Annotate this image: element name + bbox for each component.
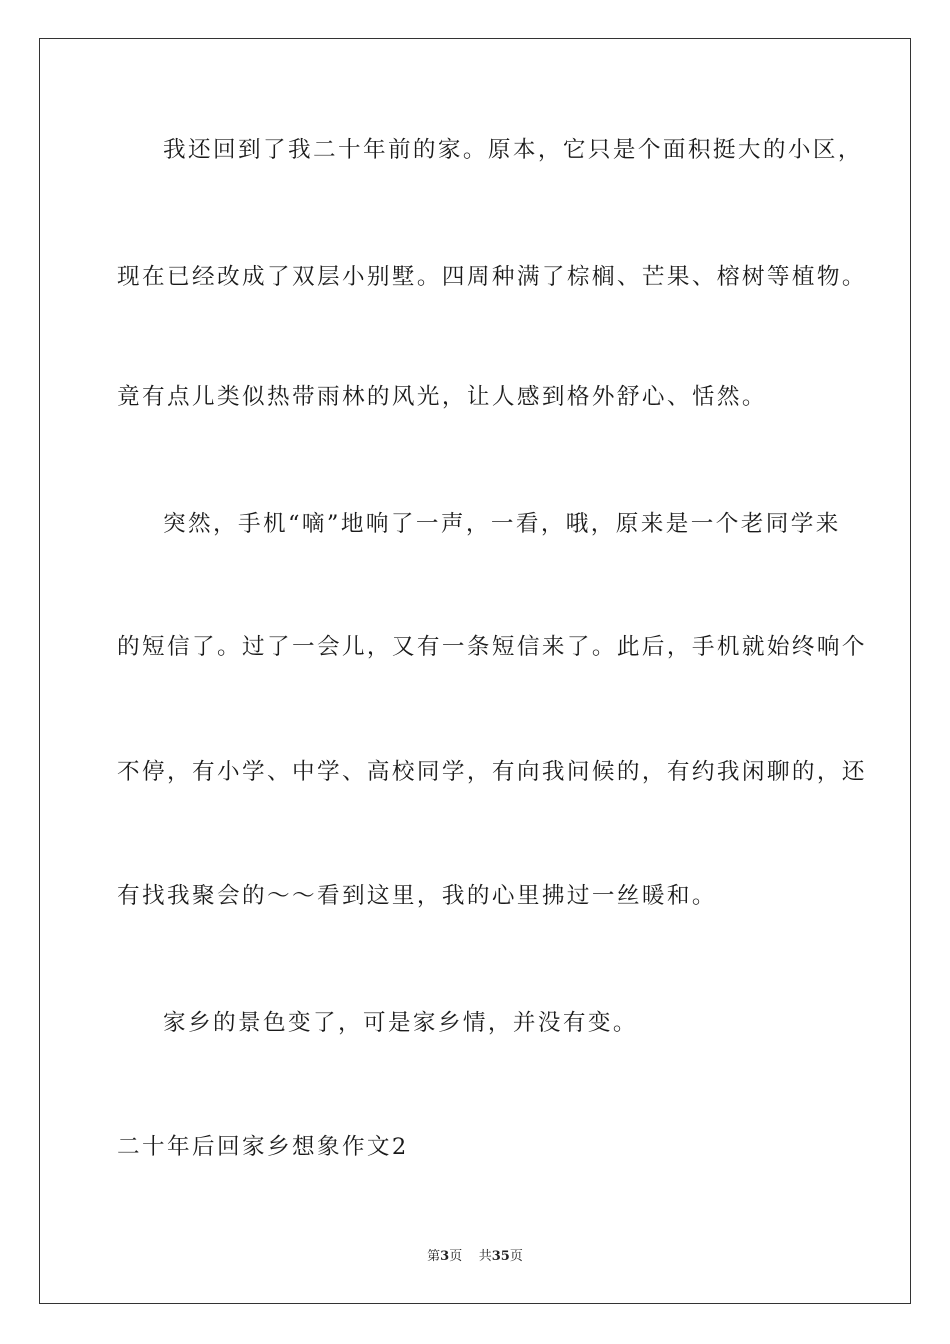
section-heading: 二十年后回家乡想象作文2 (117, 1134, 409, 1160)
footer-total-pages: 35 (491, 1249, 510, 1264)
paragraph-1-line-2: 现在已经改成了双层小别墅。四周种满了棕榈、芒果、榕树等植物。 (117, 264, 867, 290)
paragraph-2-line-3: 不停，有小学、中学、高校同学，有向我问候的，有约我闲聊的，还 (117, 759, 867, 785)
paragraph-2-line-1: 突然，手机“嘀”地响了一声，一看，哦，原来是一个老同学来 (163, 511, 841, 537)
footer-page-prefix: 第 (427, 1249, 441, 1264)
paragraph-1-line-3: 竟有点儿类似热带雨林的风光，让人感到格外舒心、恬然。 (117, 384, 767, 410)
footer-total-suffix: 页 (509, 1249, 523, 1264)
page-footer (0, 1248, 950, 1266)
page-border (39, 38, 911, 1304)
footer-total-prefix: 共 (478, 1249, 492, 1264)
paragraph-2-line-4: 有找我聚会的～～看到这里，我的心里拂过一丝暖和。 (117, 883, 717, 909)
paragraph-1-line-1: 我还回到了我二十年前的家。原本，它只是个面积挺大的小区， (163, 137, 863, 163)
paragraph-2-line-2: 的短信了。过了一会儿，又有一条短信来了。此后，手机就始终响个 (117, 634, 867, 660)
paragraph-3-line-1: 家乡的景色变了，可是家乡情，并没有变。 (163, 1010, 638, 1036)
footer-page-suffix: 页 (449, 1249, 463, 1264)
footer-page-number: 3 (440, 1249, 450, 1264)
